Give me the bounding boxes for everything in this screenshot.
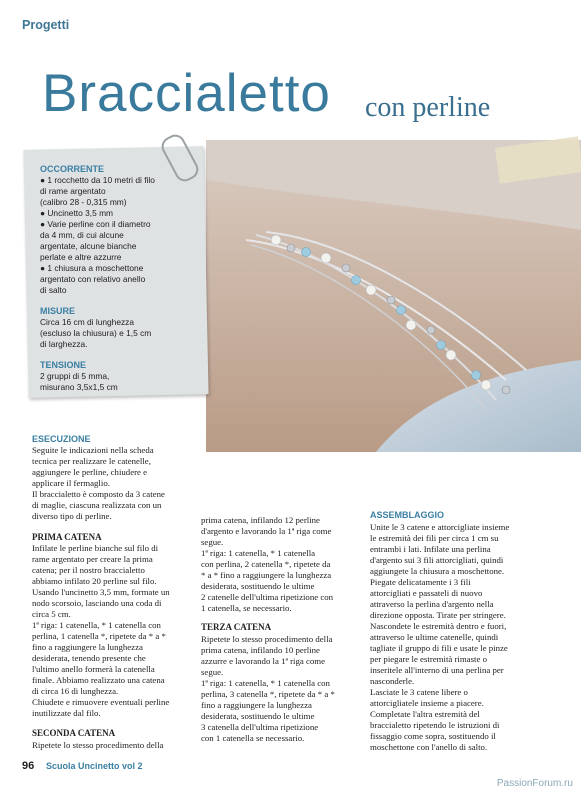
- text-line: Il braccialetto è composto da 3 catene: [32, 489, 165, 499]
- text-line: con 1 catenella se necessario.: [201, 733, 305, 743]
- page-number: 96: [22, 760, 35, 772]
- text-line: 1 catenella, se necessario.: [201, 603, 292, 613]
- magazine-name: Scuola Uncinetto vol 2: [46, 761, 143, 771]
- text-line: nasconderle.: [370, 676, 415, 686]
- tensione-line: 2 gruppi di 5 mma,: [40, 371, 110, 381]
- text-line: attraverso la perlina d'argento nella: [370, 599, 494, 609]
- text-line: inutilizzate dal filo.: [32, 708, 101, 718]
- section-label: Progetti: [22, 18, 70, 32]
- text-line: attorcigliatele insieme a piacere.: [370, 698, 484, 708]
- text-line: attorcigliati e passateli di nuovo: [370, 588, 483, 598]
- occorrente-line: (calibro 28 - 0,315 mm): [40, 197, 127, 207]
- occorrente-line: di salto: [40, 285, 67, 295]
- text-line: fino a raggiungere la lunghezza: [201, 700, 312, 710]
- text-line: fissaggio come sopra, sostituendo il: [370, 731, 496, 741]
- text-line: Nascondete le estremità dentro e fuori,: [370, 621, 507, 631]
- text-line: prima catena, infilando 10 perline: [201, 645, 320, 655]
- prima-catena-heading: PRIMA CATENA: [32, 532, 102, 542]
- text-line: Unite le 3 catene e attorcigliate insieme: [370, 522, 510, 532]
- text-line: le estremità dei fili per circa 1 cm su: [370, 533, 499, 543]
- text-line: segue.: [201, 537, 224, 547]
- text-line: Ripetete lo stesso procedimento della: [32, 740, 164, 750]
- text-line: tecnica per realizzare le catenelle,: [32, 456, 151, 466]
- text-line: applicare il fermaglio.: [32, 478, 110, 488]
- page-subtitle: con perline: [365, 92, 491, 123]
- text-line: direzione opposta. Tirate per stringere.: [370, 610, 506, 620]
- text-line: prima catena, infilando 12 perline: [201, 515, 320, 525]
- text-line: 1ª riga: 1 catenella, * 1 catenella con: [32, 620, 161, 630]
- occorrente-line: argentate, alcune bianche: [40, 241, 137, 251]
- text-line: Completate l'altra estremità del: [370, 709, 480, 719]
- text-line: di maglie, ciascuna realizzata con un: [32, 500, 162, 510]
- text-line: * a * fino a raggiungere la lunghezza: [201, 570, 332, 580]
- occorrente-line: ● 1 chiusura a moschettone: [40, 263, 144, 273]
- text-line: entrambi i lati. Infilate una perlina: [370, 544, 491, 554]
- text-line: perlina, 3 catenella *, ripetete da * a *: [201, 689, 335, 699]
- text-line: circa 5 cm.: [32, 609, 71, 619]
- text-line: desiderata, sostituendo le ultime: [201, 581, 315, 591]
- text-line: moschettone con l'anello di salto.: [370, 742, 488, 752]
- text-line: di circa 16 di lunghezza.: [32, 686, 119, 696]
- text-line: desiderata, sostituendo le ultime: [201, 711, 315, 721]
- text-line: perlina, 1 catenella *, ripetete da * a *: [32, 631, 166, 641]
- occorrente-line: ● Varie perline con il diametro: [40, 219, 151, 229]
- occorrente-heading: OCCORRENTE: [40, 164, 105, 174]
- text-line: con perlina, 2 catenella *, ripetete da: [201, 559, 331, 569]
- text-line: Chiudete e rimuovere eventuali perline: [32, 697, 170, 707]
- text-line: abbiamo infilato 20 perline sul filo.: [32, 576, 157, 586]
- text-line: Usando l'uncinetto 3,5 mm, formate un: [32, 587, 170, 597]
- text-line: per piegare le estremità rimaste o: [370, 654, 487, 664]
- esecuzione-heading: ESECUZIONE: [32, 434, 91, 444]
- site-watermark: PassionForum.ru: [496, 778, 573, 789]
- occorrente-line: ● 1 rocchetto da 10 metri di filo: [40, 175, 155, 185]
- text-line: inseritele all'interno di una perlina per: [370, 665, 504, 675]
- text-line: 1ª riga: 1 catenella, * 1 catenella con: [201, 678, 330, 688]
- misure-line: Circa 16 cm di lunghezza: [40, 317, 135, 327]
- text-line: Infilate le perline bianche sul filo di: [32, 543, 159, 553]
- text-line: rame argentato per creare la prima: [32, 554, 153, 564]
- text-line: Seguite le indicazioni nella scheda: [32, 445, 154, 455]
- bracelet-illustration: [206, 140, 581, 452]
- text-line: desiderata, tenendo presente che: [32, 653, 146, 663]
- text-line: 3 catenella dell'ultima ripetizione: [201, 722, 319, 732]
- text-line: attraverso le ultime catenelle, quindi: [370, 632, 499, 642]
- text-line: aggiungere le perline, chiudere e: [32, 467, 148, 477]
- text-line: fino a raggiungere la lunghezza: [32, 642, 143, 652]
- text-line: 1ª riga: 1 catenella, * 1 catenella: [201, 548, 316, 558]
- tensione-line: misurano 3,5x1,5 cm: [40, 382, 118, 392]
- text-line: tagliate il gruppo di fili e usate le pinze: [370, 643, 508, 653]
- text-line: finale. Abbiamo realizzato una catena: [32, 675, 165, 685]
- occorrente-line: perlate e altre azzurre: [40, 252, 122, 262]
- occorrente-line: argentato con relativo anello: [40, 274, 146, 284]
- text-line: azzurre e lavorando la 1ª riga come: [201, 656, 326, 666]
- text-line: diverso tipo di perline.: [32, 511, 112, 521]
- misure-line: di larghezza.: [40, 339, 88, 349]
- terza-catena-heading: TERZA CATENA: [201, 622, 272, 632]
- text-line: l'ultimo anello formerà la catenella: [32, 664, 155, 674]
- text-line: Piegate delicatamente i 3 fili: [370, 577, 471, 587]
- tensione-heading: TENSIONE: [40, 360, 87, 370]
- bracelet-photo: [206, 140, 581, 452]
- text-line: nodo scorsoio, lasciando una coda di: [32, 598, 162, 608]
- misure-heading: MISURE: [40, 306, 76, 316]
- text-line: braccialetto ripetendo le istruzioni di: [370, 720, 500, 730]
- text-line: aggiungete la chiusura a moschettone.: [370, 566, 505, 576]
- text-line: d'argento e lavorando la 1ª riga come: [201, 526, 332, 536]
- text-line: Lasciate le 3 catene libere o: [370, 687, 468, 697]
- occorrente-line: da 4 mm, di cui alcune: [40, 230, 124, 240]
- text-line: segue.: [201, 667, 224, 677]
- text-line: Ripetete lo stesso procedimento della: [201, 634, 333, 644]
- misure-line: (escluso la chiusura) e 1,5 cm: [40, 328, 152, 338]
- assemblaggio-heading: ASSEMBLAGGIO: [370, 510, 445, 520]
- page-title: Braccialetto: [42, 64, 331, 123]
- occorrente-line: di rame argentato: [40, 186, 106, 196]
- occorrente-line: ● Uncinetto 3,5 mm: [40, 208, 114, 218]
- seconda-catena-heading: SECONDA CATENA: [32, 728, 116, 738]
- text-line: 2 catenelle dell'ultima ripetizione con: [201, 592, 334, 602]
- text-line: d'argento sui 3 fili attorcigliati, quindi: [370, 555, 504, 565]
- text-line: catena; per il nostro braccialetto: [32, 565, 145, 575]
